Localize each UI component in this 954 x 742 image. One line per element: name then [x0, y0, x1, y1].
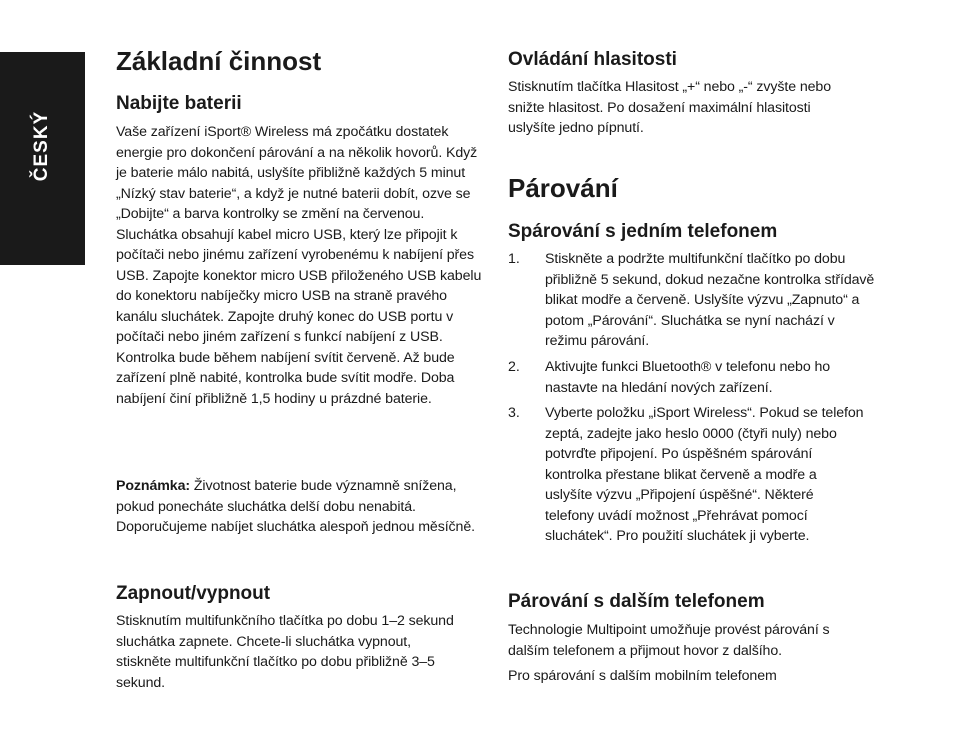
- section-title-basic-operation: Základní činnost: [116, 46, 322, 76]
- heading-pair-single-phone: Spárování s jedním telefonem: [508, 221, 778, 242]
- charge-battery-text: Vaše zařízení iSport® Wireless má zpočátku dostatek energie pro dokončení párování a na několik hovorů. Když je baterie málo nabitá, uslyšíte přibližně každých 5 minut „Nízký stav baterie“, a když je nutné baterii dobít, ozve se „Dobijte“ a barva kontrolky se změní na červenou. Sluchátka obsahují kabel micro USB, který lze připojit k počítači nebo jinému zařízení vyrobenému k nabíjení přes USB. Zapojte konektor micro USB přiloženého USB kabelu do konektoru nabíječky micro USB na straně pravého kanálu sluchátek. Zapojte druhý konec do USB portu v počítači nebo jiném zařízení s funkcí nabíjení z USB. Kontrolka bude během nabíjení svítit červeně. Až bude zařízení plně nabité, kontrolka bude svítit modře. Doba nabíjení činí přibližně 1,5 hodiny u prázdné baterie.: [116, 124, 482, 407]
- note-paragraph: [116, 476, 476, 538]
- note-text: Životnost baterie bude významně snížena, pokud ponecháte sluchátka delší dobu nenabitá. Doporučujeme nabíjet sluchátka alespoň jednou měsíčně.: [116, 478, 475, 535]
- list-item-text: Vyberte položku „iSport Wireless“. Pokud se telefon zeptá, zadejte jako heslo 0000 (čtyři nuly) nebo potvrďte připojení. Po úspěšném spárování kontrolka přestane blikat červeně a modře a uslyšíte výzvu „Připojení úspěšné“. Některé telefony uvádí možnost „Přehrávat pomocí sluchátek“. Pro použití sluchátek ji vyberte.: [545, 405, 864, 544]
- list-item-number: 2.: [508, 359, 520, 375]
- heading-power-on-off: Zapnout/vypnout: [116, 583, 271, 604]
- note-label: Poznámka:: [116, 478, 191, 494]
- list-item-text: Aktivujte funkci Bluetooth® v telefonu nebo ho nastavte na hledání nových zařízení.: [545, 359, 831, 396]
- language-tab-label: ČESKÝ: [31, 110, 52, 182]
- list-item-text: Stiskněte a podržte multifunkční tlačítko po dobu přibližně 5 sekund, dokud nezačne kontrolka střídavě blikat modře a červeně. Uslyšíte výzvu „Zapnuto“ a potom „Párování“. Sluchátka se nyní nachází v režimu párování.: [545, 251, 875, 349]
- heading-pair-another-phone: Párování s dalším telefonem: [508, 591, 765, 612]
- multipoint-text: Technologie Multipoint umožňuje provést párování s dalším telefonem a přijmout hovor z dalšího.: [508, 622, 830, 659]
- multipoint-text-continued: Pro spárování s dalším mobilním telefonem: [508, 668, 777, 684]
- section-title-pairing: Párování: [508, 173, 618, 203]
- volume-control-text: Stisknutím tlačítka Hlasitost „+“ nebo „-“ zvyšte nebo snižte hlasitost. Po dosažení maximální hlasitosti uslyšíte jedno pípnutí.: [508, 79, 832, 136]
- heading-charge-battery: Nabijte baterii: [116, 93, 242, 114]
- power-on-off-text: Stisknutím multifunkčního tlačítka po dobu 1–2 sekund sluchátka zapnete. Chcete-li sluchátka vypnout, stiskněte multifunkční tlačítko po dobu přibližně 3–5 sekund.: [116, 613, 454, 691]
- list-item-number: 3.: [508, 405, 520, 421]
- list-item-number: 1.: [508, 251, 520, 267]
- heading-volume-control: Ovládání hlasitosti: [508, 49, 677, 70]
